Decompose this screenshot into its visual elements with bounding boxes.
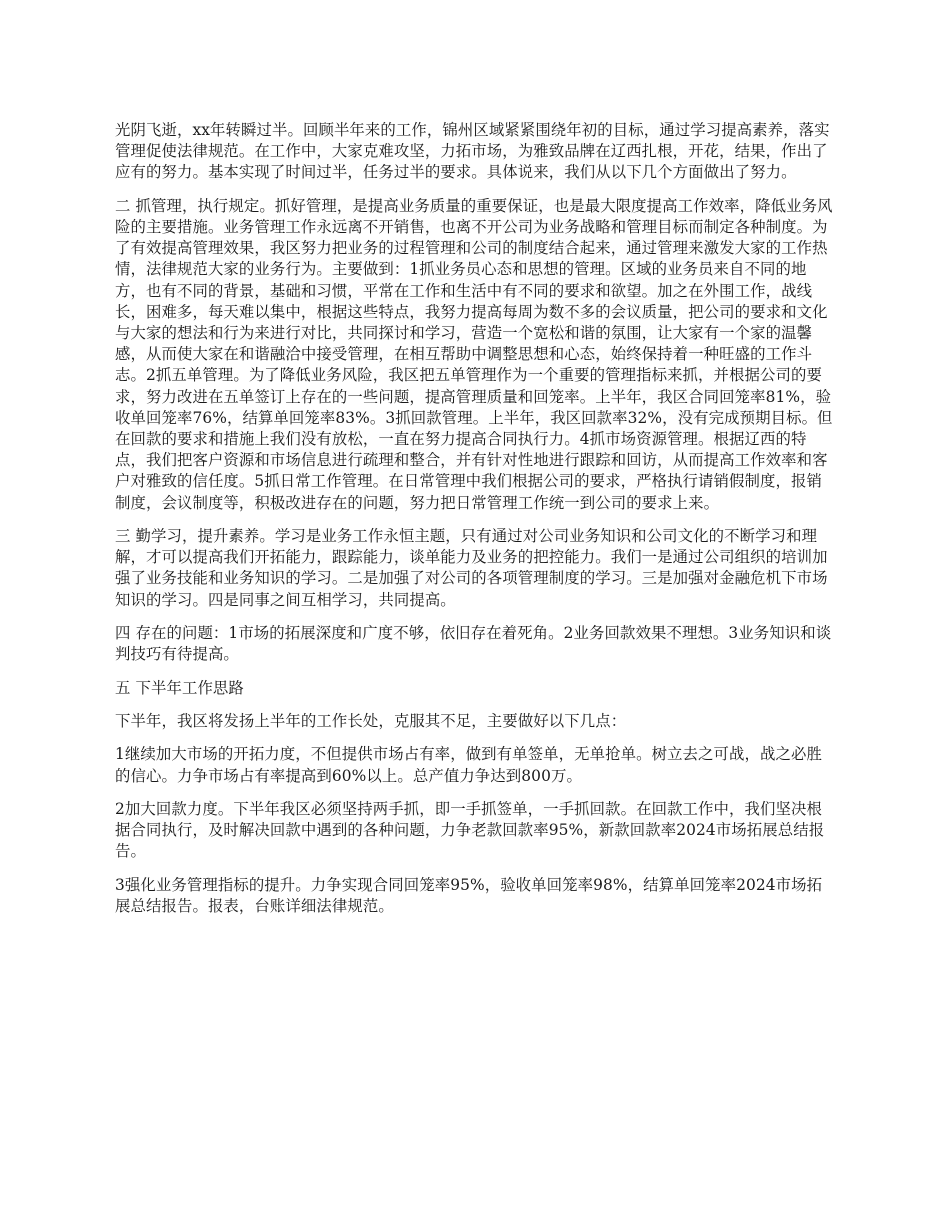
paragraph-section-3-learning: 三 勤学习，提升素养。学习是业务工作永恒主题，只有通过对公司业务知识和公司文化的不断学习和理解，才可以提高我们开拓能力，跟踪能力，谈单能力及业务的把控能力。我们一是通过公司组织的培训加强了业务技能和业务知识的学习。二是加强了对公司的各项管理制度的学习。三是加强对金融危机下市场知识的学习。四是同事之间互相学习，共同提高。 [115,527,828,609]
paragraph-section-2-management: 二 抓管理，执行规定。抓好管理，是提高业务质量的重要保证，也是最大限度提高工作效率，降低业务风险的主要措施。业务管理工作永远离不开销售，也离不开公司为业务战略和管理目标而制定各种制度。为了有效提高管理效果，我区努力把业务的过程管理和公司的制度结合起来，通过管理来激发大家的工作热情，法律规范大家的业务行为。主要做到：1抓业务员心态和思想的管理。区域的业务员来自不同的地方，也有不同的背景，基础和习惯，平常在工作和生活中有不同的要求和欲望。加之在外围工作，战线长，困难多，每天难以集中，根据这些特点，我努力提高每周为数不多的会议质量，把公司的要求和文化与大家的想法和行为来进行对比，共同探讨和学习，营造一个宽松和谐的氛围，让大家有一个家的温馨感，从而使大家在和谐融洽中接受管理，在相互帮助中调整思想和心态，始终保持着一种旺盛的工作斗志。2抓五单管理。为了降低业务风险，我区把五单管理作为一个重要的管理指标来抓，并根据公司的要求，努力改进在五单签订上存在的一些问题，提高管理质量和回笼率。上半年，我区合同回笼率81%，验收单回笼率76%，结算单回笼率83%。3抓回款管理。上半年，我区回款率32%，没有完成预期目标。但在回款的要求和措施上我们没有放松，一直在努力提高合同执行力。4抓市场资源管理。根据辽西的特点，我们把客户资源和市场信息进行疏理和整合，并有针对性地进行跟踪和回访，从而提高工作效率和客户对雅致的信任度。5抓日常工作管理。在日常管理中我们根据公司的要求，严格执行请销假制度，报销制度，会议制度等，积极改进存在的问题，努力把日常管理工作统一到公司的要求上来。 [115,196,833,512]
paragraph-plan-item-1: 1继续加大市场的开拓力度，不但提供市场占有率，做到有单签单，无单抢单。树立去之可战，战之必胜的信心。力争市场占有率提高到60%以上。总产值力争达到800万。 [115,745,822,785]
paragraph-section-5-heading: 五 下半年工作思路 [115,678,244,697]
paragraph-second-half-intro: 下半年，我区将发扬上半年的工作长处，克服其不足，主要做好以下几点： [115,712,627,731]
document-body [115,120,837,929]
paragraph-section-4-problems: 四 存在的问题：1市场的拓展深度和广度不够，依旧存在着死角。2业务回款效果不理想。3业务知识和谈判技巧有待提高。 [115,624,832,664]
paragraph-intro: 光阴飞逝，xx年转瞬过半。回顾半年来的工作，锦州区域紧紧围绕年初的目标，通过学习提高素养，落实管理促使法律规范。在工作中，大家克难攻坚，力拓市场，为雅致品牌在辽西扎根，开花，结果，作出了应有的努力。基本实现了时间过半，任务过半的要求。具体说来，我们从以下几个方面做出了努力。 [115,121,830,182]
paragraph-plan-item-3: 3强化业务管理指标的提升。力争实现合同回笼率95%，验收单回笼率98%，结算单回笼率2024市场拓展总结报告。报表，台账详细法律规范。 [115,875,823,915]
paragraph-plan-item-2: 2加大回款力度。下半年我区必须坚持两手抓，即一手抓签单，一手抓回款。在回款工作中，我们坚决根据合同执行，及时解决回款中遇到的各种问题，力争老款回款率95%，新款回款率2024市场拓展总结报告。 [115,800,825,861]
